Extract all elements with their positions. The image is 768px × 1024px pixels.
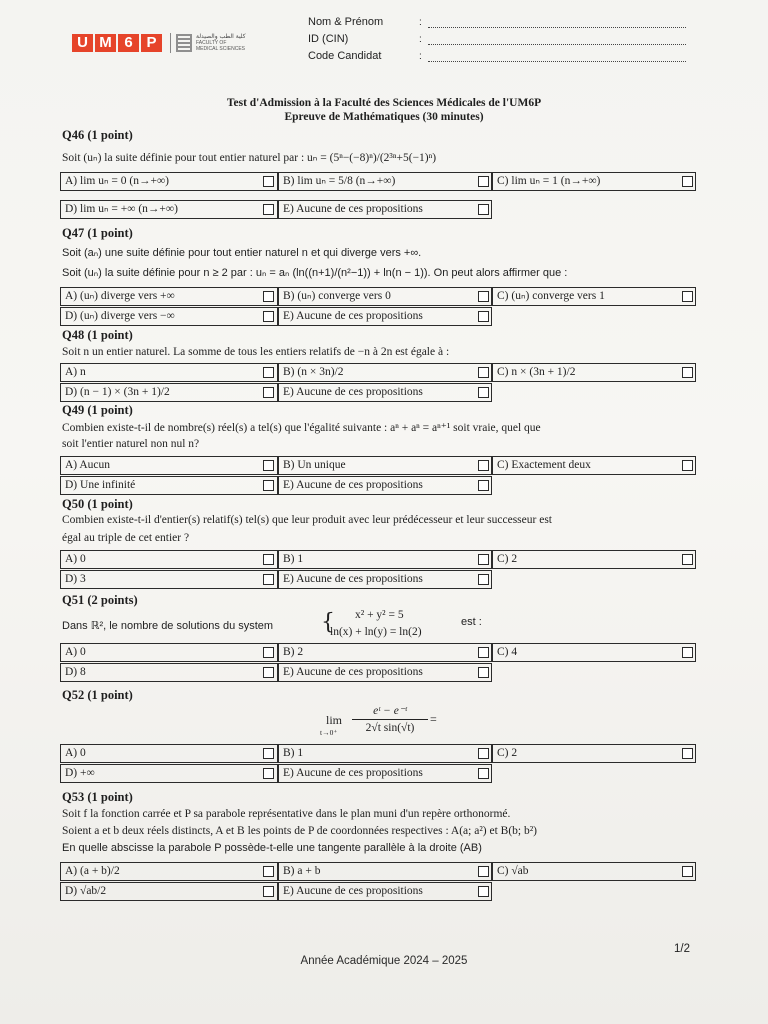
option-b-checkbox[interactable] [478,647,489,658]
option-a: A) (uₙ) diverge vers +∞ [60,287,278,306]
question-title: Q52 (1 point) [62,688,133,702]
fraction-numerator: eᵗ − e⁻ᵗ [373,705,407,717]
question-title: Q50 (1 point) [62,497,133,511]
option-c: C) (uₙ) converge vers 1 [492,287,696,306]
option-e-checkbox[interactable] [478,387,489,398]
limit-symbol: lim [326,713,343,727]
option-d: D) (n − 1) × (3n + 1)/2 [60,383,278,402]
option-d: D) lim uₙ = +∞ (n→+∞) [60,200,278,219]
option-a: A) (a + b)/2 [60,862,278,881]
stem-prefix: Dans ℝ², le nombre de solutions du system [62,620,274,632]
options-table [60,550,696,590]
option-c: C) 2 [492,744,696,763]
option-b: B) (uₙ) converge vers 0 [278,287,492,306]
options-table [60,744,696,784]
option-d-checkbox[interactable] [263,768,274,779]
option-a: A) 0 [60,744,278,763]
option-c: C) Exactement deux [492,456,696,475]
question-title: Q51 (2 points) [62,593,138,607]
option-c: C) 2 [492,550,696,569]
field-colon: : [419,34,422,45]
question-title: Q49 (1 point) [62,403,133,417]
field-colon: : [419,51,422,62]
option-b: B) 2 [278,643,492,662]
option-b: B) 1 [278,744,492,763]
name-field-line[interactable] [428,26,686,28]
logo-letter: U [72,34,93,52]
option-c: C) lim uₙ = 1 (n→+∞) [492,172,696,191]
option-e-checkbox[interactable] [478,480,489,491]
question-stem: Soit n un entier naturel. La somme de tous les entiers relatifs de −n à 2n est égale à : [62,346,450,358]
logo-letter: P [141,34,162,52]
candidate-code-line[interactable] [428,60,686,62]
option-e: E) Aucune de ces propositions [278,200,492,219]
logo-letter: M [95,34,116,52]
option-a: A) lim uₙ = 0 (n→+∞) [60,172,278,191]
question-stem: Soient a et b deux réels distincts, A et B les points de P de coordonnées respectives : A(a; a²) et B(b; b²) [62,825,537,837]
fraction-bar [352,719,428,720]
academic-year: Année Académique 2024 – 2025 [300,955,468,967]
logo-letter: 6 [118,34,139,52]
system-brace: { [321,610,335,635]
candidate-code-label: Code Candidat [308,50,382,62]
option-b: B) Un unique [278,456,492,475]
option-e: E) Aucune de ces propositions [278,307,492,326]
fraction-denominator: 2√t sin(√t) [365,722,415,734]
option-e-checkbox[interactable] [478,667,489,678]
logo-divider [170,33,171,53]
option-c-checkbox[interactable] [682,647,693,658]
field-colon: : [419,17,422,28]
option-b-checkbox[interactable] [478,554,489,565]
id-field-label: ID (CIN) [308,33,349,45]
option-c-checkbox[interactable] [682,291,693,302]
faculty-emblem-icon [176,34,192,52]
option-b: B) 1 [278,550,492,569]
option-c-checkbox[interactable] [682,460,693,471]
option-a-checkbox[interactable] [263,647,274,658]
um6p-logo [72,34,246,52]
option-c: C) n × (3n + 1)/2 [492,363,696,382]
question-stem: Soit f la fonction carrée et P sa parabole représentative dans le plan muni d'un repère orthonormé. [62,808,511,820]
option-a-checkbox[interactable] [263,554,274,565]
option-e-checkbox[interactable] [478,311,489,322]
question-stem: Soit (aₙ) une suite définie pour tout entier naturel n et qui diverge vers +∞. [62,247,422,259]
option-a: A) n [60,363,278,382]
option-b: B) (n × 3n)/2 [278,363,492,382]
option-a-checkbox[interactable] [263,291,274,302]
question-stem [62,619,273,632]
question-stem: Combien existe-t-il de nombre(s) réel(s) a tel(s) que l'égalité suivante : aⁿ + aⁿ = aⁿ⁺¹ soit vraie, quel que [62,422,541,434]
option-d: D) √ab/2 [60,882,278,901]
option-a-checkbox[interactable] [263,460,274,471]
option-b-checkbox[interactable] [478,367,489,378]
question-stem: Soit (uₙ) la suite définie pour n ≥ 2 par : uₙ = aₙ (ln((n+1)/(n²−1)) + ln(n − 1)). On peut alors affirmer que : [62,267,568,279]
option-e: E) Aucune de ces propositions [278,476,492,495]
options-table [60,287,696,327]
equals-sign: = [430,712,437,726]
option-a: A) 0 [60,643,278,662]
option-b-checkbox[interactable] [478,291,489,302]
option-d: D) 3 [60,570,278,589]
system-eq1: x² + y² = 5 [355,609,404,621]
option-d-checkbox[interactable] [263,574,274,585]
name-field-label: Nom & Prénom [308,16,384,28]
option-b: B) lim uₙ = 5/8 (n→+∞) [278,172,492,191]
option-a-checkbox[interactable] [263,176,274,187]
option-a: A) 0 [60,550,278,569]
option-a-checkbox[interactable] [263,367,274,378]
option-d: D) (uₙ) diverge vers −∞ [60,307,278,326]
option-d-checkbox[interactable] [263,311,274,322]
question-title: Q46 (1 point) [62,128,133,142]
page-number: 1/2 [674,943,690,955]
option-b-checkbox[interactable] [478,866,489,877]
stem-suffix: est : [461,616,482,628]
question-stem: En quelle abscisse la parabole P possède-t-elle une tangente parallèle à la droite (AB) [62,842,482,854]
options-table [60,363,696,403]
system-eq2: ln(x) + ln(y) = ln(2) [330,626,422,638]
option-e: E) Aucune de ces propositions [278,764,492,783]
question-title: Q53 (1 point) [62,790,133,804]
option-d-checkbox[interactable] [263,387,274,398]
option-a: A) Aucun [60,456,278,475]
exam-subtitle: Epreuve de Mathématiques (30 minutes) [284,111,484,123]
question-title: Q47 (1 point) [62,226,133,240]
option-d: D) Une infinité [60,476,278,495]
option-e-checkbox[interactable] [478,768,489,779]
option-b-checkbox[interactable] [478,176,489,187]
option-c-checkbox[interactable] [682,866,693,877]
options-table [60,172,696,215]
option-e-checkbox[interactable] [478,204,489,215]
option-c-checkbox[interactable] [682,367,693,378]
question-stem: soit l'entier naturel non nul n? [62,438,200,450]
option-e: E) Aucune de ces propositions [278,383,492,402]
question-stem: Combien existe-t-il d'entier(s) relatif(s) tel(s) que leur produit avec leur prédécesseur et leur successeur est [62,514,552,526]
option-c-checkbox[interactable] [682,176,693,187]
option-d-checkbox[interactable] [263,480,274,491]
options-table [60,456,696,496]
option-b-checkbox[interactable] [478,748,489,759]
option-d: D) 8 [60,663,278,682]
option-a-checkbox[interactable] [263,748,274,759]
options-table [60,862,696,902]
option-e-checkbox[interactable] [478,574,489,585]
exam-title: Test d'Admission à la Faculté des Sciences Médicales de l'UM6P [226,97,542,109]
question-stem: Soit (uₙ) la suite définie pour tout entier naturel par : uₙ = (5ⁿ−(−8)ⁿ)/(2³ⁿ+5(−1)ⁿ) [62,152,437,164]
options-table [60,643,696,683]
option-c-checkbox[interactable] [682,748,693,759]
question-stem: égal au triple de cet entier ? [62,532,190,544]
option-c-checkbox[interactable] [682,554,693,565]
option-d-checkbox[interactable] [263,667,274,678]
option-c: C) 4 [492,643,696,662]
question-title: Q48 (1 point) [62,328,133,342]
option-d-checkbox[interactable] [263,886,274,897]
option-a-checkbox[interactable] [263,866,274,877]
option-d: D) +∞ [60,764,278,783]
option-e: E) Aucune de ces propositions [278,663,492,682]
option-e: E) Aucune de ces propositions [278,882,492,901]
option-e-checkbox[interactable] [478,886,489,897]
option-d-checkbox[interactable] [263,204,274,215]
id-field-line[interactable] [428,43,686,45]
option-b: B) a + b [278,862,492,881]
faculty-name: كلية الطب والصيدلة FACULTY OF MEDICAL SCIENCES [196,33,246,52]
option-b-checkbox[interactable] [478,460,489,471]
limit-subscript: t→0⁺ [320,728,338,737]
option-e: E) Aucune de ces propositions [278,570,492,589]
option-c: C) √ab [492,862,696,881]
